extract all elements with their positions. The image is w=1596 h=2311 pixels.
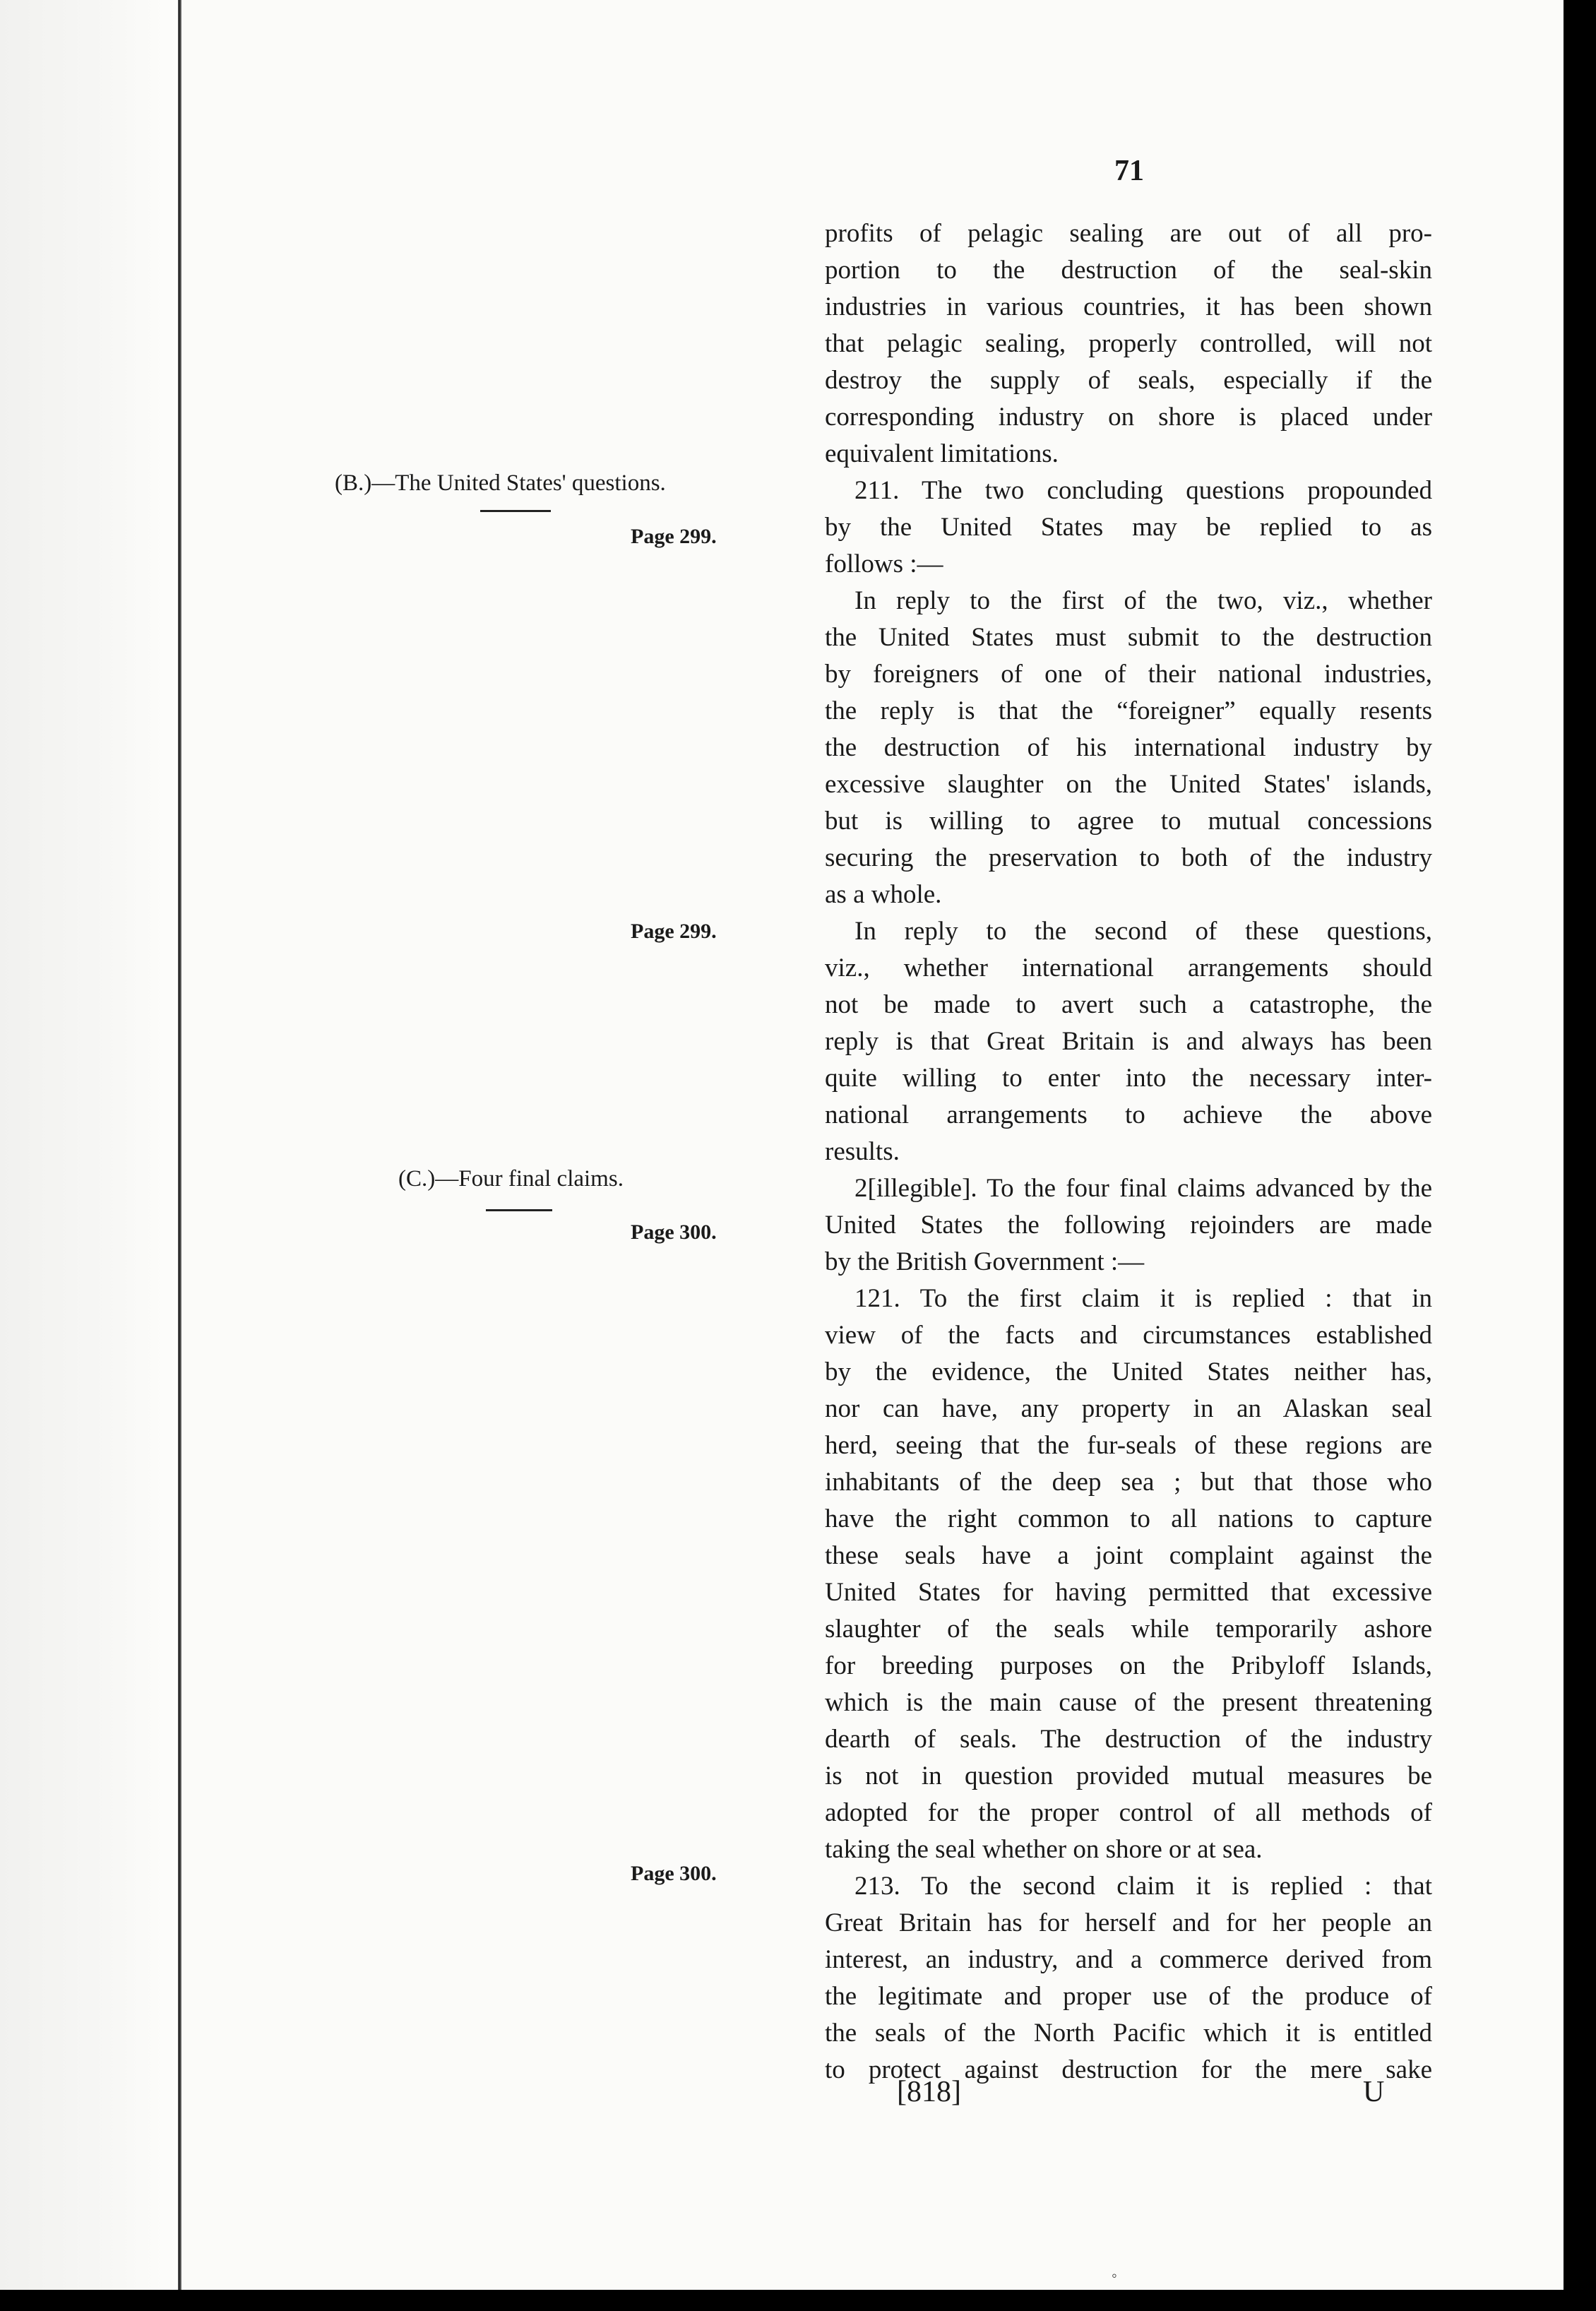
text-line: nor can have, any property in an Alaskan seal: [825, 1394, 1432, 1423]
text-line: interest, an industry, and a commerce derived from: [825, 1945, 1432, 1974]
text-line: that pelagic sealing, properly controlled, will not: [825, 329, 1432, 358]
margin-rule-c: [486, 1209, 552, 1211]
page-fold-line: [178, 0, 181, 2290]
text-line: profits of pelagic sealing are out of all pro-: [825, 219, 1432, 248]
text-line: inhabitants of the deep sea ; but that those who: [825, 1468, 1432, 1497]
text-line: by the evidence, the United States neither has,: [825, 1358, 1432, 1386]
margin-page-ref: Page 299.: [631, 525, 717, 548]
text-line: corresponding industry on shore is placed under: [825, 403, 1432, 432]
text-line: reply is that Great Britain is and always has been: [825, 1027, 1432, 1056]
text-line: dearth of seals. The destruction of the industry: [825, 1725, 1432, 1754]
text-line: industries in various countries, it has been shown: [825, 292, 1432, 321]
text-line: equivalent limitations.: [825, 439, 1059, 468]
text-line: In reply to the first of the two, viz., whether: [854, 586, 1432, 615]
ink-speck: ◦: [1112, 2267, 1117, 2284]
text-line: adopted for the proper control of all methods of: [825, 1798, 1432, 1827]
text-line: Great Britain has for herself and for her people an: [825, 1908, 1432, 1937]
text-line: 2[illegible]. To the four final claims advanced by the: [854, 1174, 1432, 1203]
text-line: 121. To the first claim it is replied : that in: [854, 1284, 1432, 1313]
text-line: In reply to the second of these questions,: [854, 917, 1432, 946]
text-line: but is willing to agree to mutual concessions: [825, 807, 1432, 836]
signature-mark: [818]: [897, 2076, 961, 2108]
text-line: have the right common to all nations to capture: [825, 1504, 1432, 1533]
margin-heading-b: (B.)—The United States' questions.: [335, 470, 666, 496]
text-line: as a whole.: [825, 880, 942, 909]
text-line: results.: [825, 1137, 900, 1166]
binding-margin: [0, 0, 178, 2290]
text-line: United States the following rejoinders are made: [825, 1211, 1432, 1240]
text-line: for breeding purposes on the Pribyloff Islands,: [825, 1651, 1432, 1680]
text-line: by the British Government :—: [825, 1247, 1145, 1276]
text-line: taking the seal whether on shore or at sea.: [825, 1835, 1263, 1864]
text-line: the legitimate and proper use of the produce of: [825, 1982, 1432, 2011]
text-line: quite willing to enter into the necessary inter-: [825, 1064, 1432, 1093]
margin-page-ref: Page 300.: [631, 1220, 717, 1244]
text-line: United States for having permitted that excessive: [825, 1578, 1432, 1607]
text-line: destroy the supply of seals, especially if the: [825, 366, 1432, 395]
catchword: U: [1363, 2076, 1385, 2108]
margin-rule-b: [480, 510, 551, 512]
text-line: portion to the destruction of the seal-skin: [825, 256, 1432, 285]
text-line: the United States must submit to the destruction: [825, 623, 1432, 652]
text-line: to protect against destruction for the mere sake: [825, 2055, 1432, 2084]
page-number: 71: [1114, 155, 1144, 187]
text-line: the reply is that the “foreigner” equally resents: [825, 696, 1432, 725]
text-line: not be made to avert such a catastrophe, the: [825, 990, 1432, 1019]
text-line: securing the preservation to both of the industry: [825, 843, 1432, 872]
text-line: view of the facts and circumstances established: [825, 1321, 1432, 1350]
text-line: the seals of the North Pacific which it is entitled: [825, 2019, 1432, 2048]
text-line: is not in question provided mutual measures be: [825, 1762, 1432, 1790]
text-line: viz., whether international arrangements should: [825, 953, 1432, 982]
text-line: by foreigners of one of their national industries,: [825, 660, 1432, 689]
margin-page-ref: Page 299.: [631, 920, 717, 943]
text-line: these seals have a joint complaint against the: [825, 1541, 1432, 1570]
margin-page-ref: Page 300.: [631, 1862, 717, 1885]
text-line: the destruction of his international industry by: [825, 733, 1432, 762]
text-line: 211. The two concluding questions propounded: [854, 476, 1432, 505]
text-line: 213. To the second claim it is replied : that: [854, 1872, 1432, 1901]
text-line: follows :—: [825, 549, 943, 578]
text-line: excessive slaughter on the United States' islands,: [825, 770, 1432, 799]
text-line: by the United States may be replied to as: [825, 513, 1432, 542]
text-line: herd, seeing that the fur-seals of these regions are: [825, 1431, 1432, 1460]
text-line: which is the main cause of the present threatening: [825, 1688, 1432, 1717]
text-line: slaughter of the seals while temporarily ashore: [825, 1615, 1432, 1644]
margin-heading-c: (C.)—Four final claims.: [398, 1166, 624, 1192]
text-line: national arrangements to achieve the above: [825, 1100, 1432, 1129]
